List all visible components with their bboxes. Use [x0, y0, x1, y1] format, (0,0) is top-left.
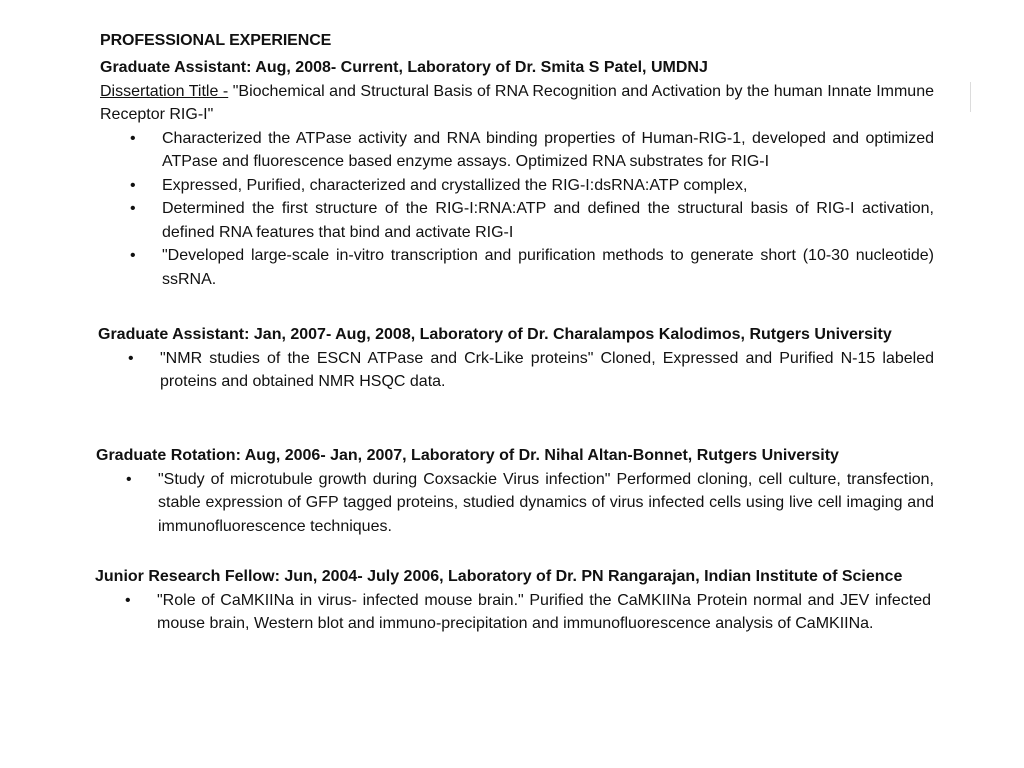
job-heading: Graduate Assistant: Aug, 2008- Current, Laboratory of Dr. Smita S Patel, UMDNJ [100, 59, 708, 76]
bullet-icon: • [130, 200, 136, 217]
list-item [98, 347, 934, 394]
bullet-icon: • [130, 129, 136, 147]
bullet-icon: • [130, 176, 136, 194]
job-bullets [100, 127, 934, 292]
bullet-icon: • [128, 349, 134, 367]
bullet-text: "Role of CaMKIINa in virus- infected mouse brain." Purified the CaMKIINa Protein normal and JEV infected mouse brain, Western blot and immuno-precipitation and immunofluorescence analysis of CaMKIINa. [157, 591, 931, 632]
list-item [96, 468, 934, 539]
bullet-text: Expressed, Purified, characterized and crystallized the RIG-I:dsRNA:ATP complex, [162, 176, 748, 194]
dissertation [100, 80, 934, 127]
job-bullets [98, 347, 934, 394]
job-entry-2 [98, 323, 934, 394]
job-entry-4 [95, 565, 931, 636]
dissertation-text: "Biochemical and Structural Basis of RNA Recognition and Activation by the human Innate Immune Receptor RIG-I" [100, 82, 934, 123]
list-item [100, 174, 934, 198]
job-entry-1 [100, 56, 934, 291]
list-item [100, 244, 934, 291]
list-item [100, 127, 934, 174]
job-heading: Junior Research Fellow: Jun, 2004- July 2006, Laboratory of Dr. PN Rangarajan, Indian Institute of Science [95, 568, 903, 585]
job-bullets [95, 589, 931, 636]
bullet-icon: • [130, 247, 136, 264]
job-heading: Graduate Assistant: Jan, 2007- Aug, 2008, Laboratory of Dr. Charalampos Kalodimos, Rutgers University [98, 326, 892, 343]
bullet-text: "Study of microtubule growth during Coxsackie Virus infection" Performed cloning, cell culture, transfection, stable expression of GFP tagged proteins, studied dynamics of virus infected cells using live cell imaging and immunofluorescence techniques. [158, 470, 934, 535]
list-item [95, 589, 931, 636]
bullet-text: "Developed large-scale in-vitro transcription and purification methods to generate short (10-30 nucleotide) ssRNA. [162, 247, 934, 288]
job-entry-3 [96, 444, 934, 538]
job-bullets [96, 468, 934, 539]
bullet-icon: • [126, 470, 132, 488]
bullet-icon: • [125, 591, 131, 609]
page-edge-mark [970, 82, 971, 112]
bullet-text: Determined the first structure of the RIG-I:RNA:ATP and defined the structural basis of RIG-I activation, defined RNA features that bind and activate RIG-I [162, 200, 934, 241]
bullet-text: "NMR studies of the ESCN ATPase and Crk-Like proteins" Cloned, Expressed and Purified N-15 labeled proteins and obtained NMR HSQC data. [160, 349, 934, 390]
list-item [100, 197, 934, 244]
dissertation-label: Dissertation Title - [100, 82, 229, 100]
bullet-text: Characterized the ATPase activity and RNA binding properties of Human-RIG-1, developed and optimized ATPase and fluorescence based enzyme assays. Optimized RNA substrates for RIG-I [162, 129, 934, 170]
section-title: PROFESSIONAL EXPERIENCE [100, 32, 332, 49]
job-heading: Graduate Rotation: Aug, 2006- Jan, 2007, Laboratory of Dr. Nihal Altan-Bonnet, Rutgers University [96, 447, 839, 464]
